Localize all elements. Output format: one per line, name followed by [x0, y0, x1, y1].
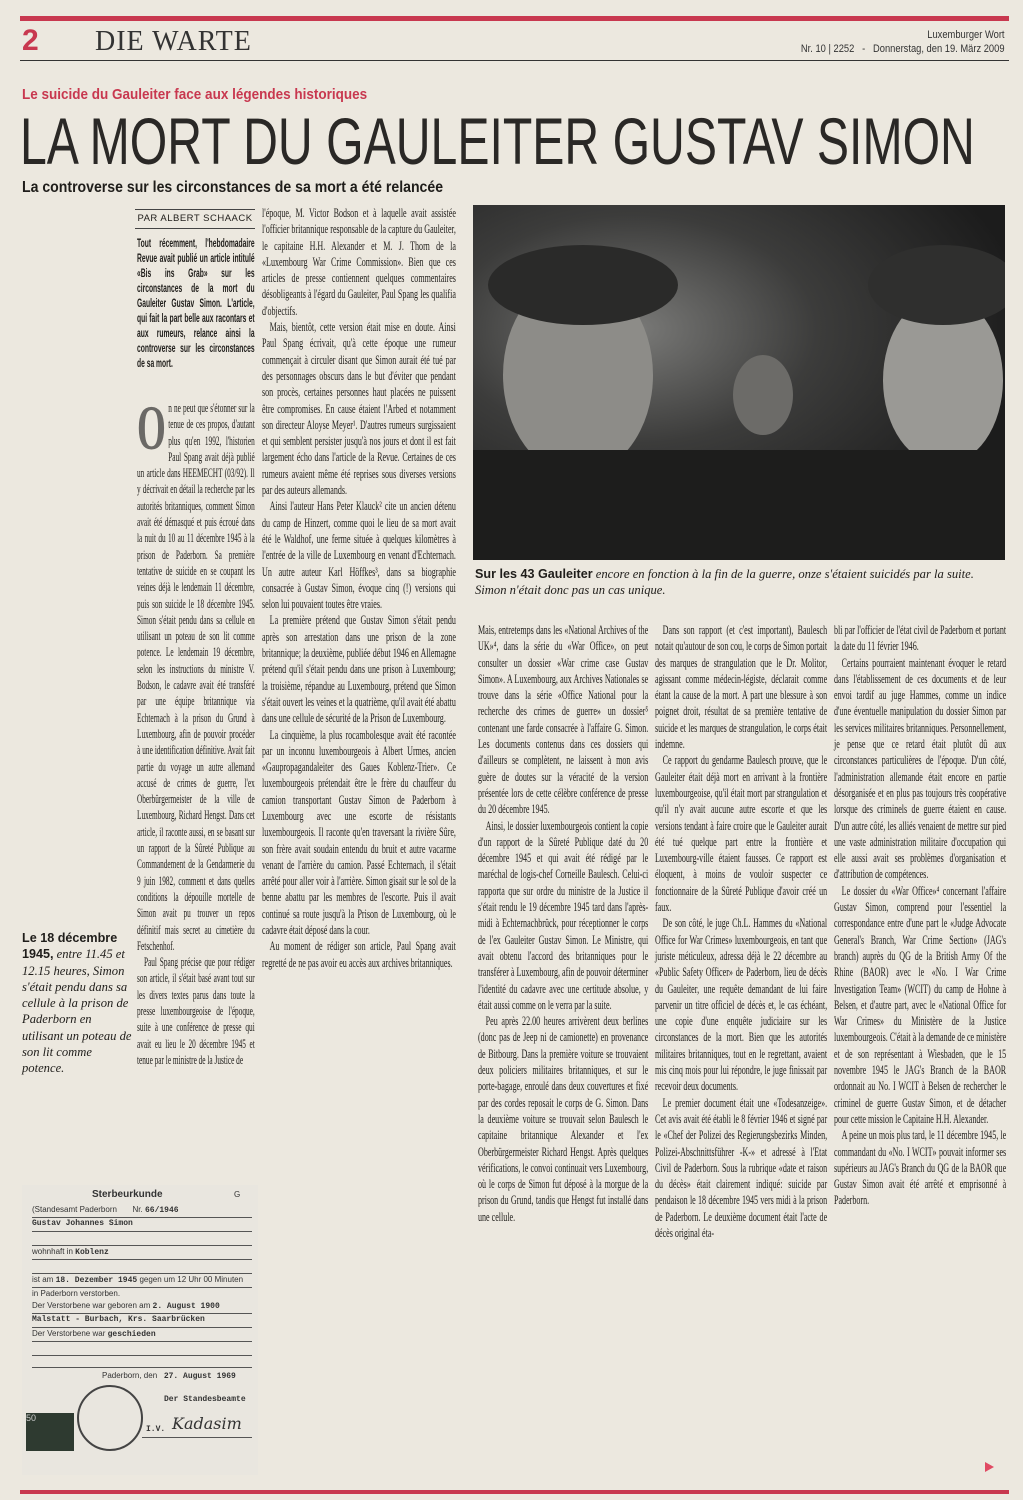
paragraph: A peine un mois plus tard, le 11 décembre 1945, le commandant du «No. I WCIT» pouvait informer ses supérieurs au JAG's Branch du QG de la BAOR que Gustav Simon avait été arrêté et emprisonné à Paderborn. [834, 1128, 1007, 1208]
death-certificate-image [22, 1185, 258, 1475]
side-caption-text: entre 11.45 et 12.15 heures, Simon s'était pendu dans sa cellule à la prison de Paderborn en utilisant un poteau de son lit comme potence. [22, 947, 132, 1076]
paragraph: Dans son rapport (et c'est important), Baulesch notait qu'autour de son cou, le corps de Simon portait des marques de strangulation que le Dr. Molitor, agissant comme médecin-légiste, déclarait comme étant la cause de la mort. A part une blessure à son poignet droit, résultat de sa première tentative de suicide et les marques de strangulation, le corps était indemne. [655, 623, 828, 752]
doc-time: gegen um 12 Uhr 00 Minuten [139, 1275, 244, 1284]
paragraph: Certains pourraient maintenant évoquer le retard dans l'établissement de ces documents et de leur envoi tardif au juge Hammes, comme un indice d'une éventuelle manipulation du dossier Simon par les services militaires britanniques. Personnellement, je pense que ce retard était plutôt dû aux circonstances particulières de l'époque. D'un côté, l'administration allemande était encore en partie désorganisée et en plus pas toujours très coopérative lorsque des criminels de guerre étaient en cause. D'un autre côté, les alliés venaient de mettre sur pied une vaste administration militaire d'occupation qui elle aussi avait ses problèmes d'organisation et d'attribution de compétences. [834, 655, 1007, 882]
revenue-stamp: 50 [26, 1413, 74, 1451]
photo-cap [868, 245, 1005, 325]
paragraph: n ne peut que s'étonner sur la tenue de ces propos, d'autant plus qu'en 1992, l'historien Paul Spang avait déjà publié un article dans HEEMECHT (03/92). Il y décrivait en détail la recherche par les autorités britanniques, comment Simon avait été démasqué et puis écroué dans la nuit du 10 au 11 décembre 1945 à la prison de Paderborn. Sa première tentative de suicide en se coupant les veines déjà le lendemain 11 décembre, puis son suicide le 18 décembre 1945. Simon s'était pendu dans sa cellule en utilisant un poteau de son lit comme potence. Le lendemain 19 décembre, selon les instructions du ministre V. Bodson, le cadavre avait été transféré par une équipe britannique via Echternach à la prison du Grund à Luxembourg, afin de pouvoir procéder à une identification définitive. Avait fait partie du voyage un autre allemand accusé de crimes de guerre, l'ex Oberbürgermeister de la ville de Luxembourg, Richard Hengst. Dans cet article, il raconte aussi, en se basant sur un rapport de la Sûreté Publique au Commandement de la Gendarmerie du 9 juin 1982, comment et dans quelles conditions la dépouille mortelle de Simon avait pu trouver un repos définitif mais secret au cimetière du Fetschenhof. [137, 401, 255, 953]
doc-iv: I.V. [146, 1425, 166, 1434]
signature: Kadasim [172, 1414, 242, 1433]
paragraph: La cinquième, la plus rocambolesque avait été racontée par un inconnu luxembourgeois à Albert Urmes, ancien «Gaupropagandaleiter des Gaues Koblenz-Trier». Ce luxembourgeois prétendait être le frère du chauffeur du camion transportant Gustav Simon de Paderborn à Luxembourg avec une escorte de résistants luxembourgeois. Il raconte qu'en traversant la rivière Sûre, son frère avait soudain entendu du bruit et autre vacarme venant de l'arrière du camion. Passé Echternach, il s'était arrêté pour aller voir à l'arrière. Simon gisait sur le sol de la benne abattu par les membres de l'escorte. Puis il avait continué sa route jusqu'à la Prison de Luxembourg, où le cadavre était déposé dans la cour. [262, 727, 456, 938]
bottom-red-rule [20, 1490, 1009, 1494]
paragraph: bli par l'officier de l'état civil de Paderborn et portant la date du 11 février 1946. [834, 623, 1007, 654]
section-title: DIE WARTE [95, 26, 252, 57]
page-number: 2 [22, 24, 39, 57]
separator: - [862, 43, 866, 55]
doc-nr: 66/1946 [144, 1206, 179, 1215]
kicker: Le suicide du Gauleiter face aux légendes historiques [22, 86, 368, 103]
header-rule [20, 60, 1009, 61]
doc-residence: Koblenz [75, 1248, 109, 1257]
end-of-article-icon [985, 1462, 994, 1472]
side-caption [22, 930, 132, 1077]
doc-title: Sterbeurkunde [92, 1189, 163, 1200]
article-column-2 [262, 205, 456, 971]
headline: LA MORT DU GAULEITER GUSTAV SIMON [20, 104, 975, 178]
issue-date: Donnerstag, den 19. März 2009 [873, 43, 1005, 55]
article-column-5 [834, 622, 1006, 1209]
paragraph: Au moment de rédiger son article, Paul Spang avait regretté de ne pas avoir eu accès aux archives britanniques. [262, 939, 456, 970]
side-caption-lead: Le 18 décembre 1945, [22, 931, 118, 962]
doc-issued: 27. August 1969 [163, 1372, 236, 1381]
paper-name: Luxemburger Wort [927, 29, 1005, 41]
paragraph: Paul Spang précise que pour rédiger son article, il s'était basé avant tout sur les divers textes parus dans toute la presse luxembourgeoise de l'époque, suite à une conférence de presse qui avait eu lieu le 20 décembre 1945 et tenue par le ministre de la Justice de [137, 955, 255, 1067]
doc-nr-label: Nr. [132, 1205, 143, 1214]
photo-caption-lead: Sur les 43 Gauleiter [475, 567, 593, 581]
doc-corner: G [234, 1190, 241, 1199]
intro-lead: Tout récemment, l'hebdomadaire Revue avait publié un article intitulé «Bis ins Grab» sur les circonstances de la mort du Gauleiter Gustav Simon. L'article, qui fait la part belle aux racontars et aux rumeurs, relance ainsi la controverse sur les circonstances de sa mort. [137, 236, 255, 370]
paragraph: La première prétend que Gustav Simon s'était pendu après son arrestation dans une prison de la zone britannique; la deuxième, publiée début 1946 en Allemagne prétend qu'il s'était pendu dans une prison à Luxembourg; la troisième, répandue au Luxembourg, prétend que Simon s'était ouvert les veines et la quatrième, qu'il avait été abattu dans une cellule de sécurité de la Prison de Luxembourg. [262, 613, 456, 726]
paragraph: Ainsi, le dossier luxembourgeois contient la copie d'un rapport de la Sûreté Publique daté du 20 décembre 1945 et qui avait été rédigé par le maréchal de logis-chef Corneille Baulesch. Celui-ci rapporta que sur ordre du ministre de la Justice il s'était rendu le 19 décembre 1945 tard dans l'après-midi à Echternachbrück, pour réceptionner le corps de l'ex Gauleiter Gustav Simon. Le Ministre, qui avait obtenu l'accord des britanniques pour le transférer à Luxembourg, afin de pouvoir déterminer l'identité du cadavre avec une certitude absolue, y était aussi comme on le verra par la suite. [478, 818, 649, 1012]
paragraph: Mais, entretemps dans les «National Archives of the UK»⁴, dans la série du «War Office», on peut consulter un dossier «War crime case Gustav Simon». A Luxembourg, aux Archives Nationales se trouve dans la série «Office National pour la recherche des crimes de guerre» un dossier⁵ contenant une farde consacrée à l'affaire G. Simon. Les documents contenus dans ces dossiers qui d'ailleurs se complètent, ne laissent à mon avis guère de doutes sur la véracité de la version présentée lors de cette célèbre conférence de presse du 20 décembre 1945. [478, 623, 649, 817]
doc-born-label: Der Verstorbene war geboren am [32, 1301, 151, 1310]
byline: PAR ALBERT SCHAACK [135, 209, 255, 229]
top-red-rule [20, 16, 1009, 21]
photo-figure [733, 355, 793, 435]
paragraph: Ce rapport du gendarme Baulesch prouve, que le Gauleiter était déjà mort en arrivant à la frontière luxembourgeoise, qu'il était mort par strangulation et qu'il n'y avait aucune autre escorte et que les versions tendant à faire croire que le Gauleiter aurait été tué quelque part entre la frontière et Luxembourg-ville étaient fausses. Ce rapport est éloquent, à moins de vouloir suspecter ce fonctionnaire de la Sûreté Publique d'avoir créé un faux. [655, 753, 828, 915]
paragraph: Mais, bientôt, cette version était mise en doute. Ainsi Paul Spang écrivait, qu'à cette époque une rumeur commençait à circuler disant que Simon aurait été tué par des personnages obscurs dans le but d'éviter que pendant son procès, certaines personnes haut placées ne puissent être compromises. En cause étaient l'Arbed et notamment son directeur Aloyse Meyer¹. D'autres rumeurs surgissaient et qui semblent persister jusqu'à nos jours et dont il est fait largement écho dans l'article de la Revue. Certaines de ces rumeurs avaient même été reprises sous diverses versions par des auteurs allemands. [262, 320, 456, 498]
paragraph: Le dossier du «War Office»⁴ concernant l'affaire Gustav Simon, comprend pour l'essentiel la correspondance entre d'une part le «Judge Advocate General's Branch, War Crime Section» (JAG's branch) auprès du QG de la British Army Of the Rhine (BAOR) avec le «No. I War Crime Investigation Team» (WCIT) du camp de Hohne à Belsen, et d'autre part, avec le «National Office for War Crimes» du Ministère de la Justice luxembourgeois. C'était à la demande de ce ministère et de son représentant à Wiesbaden, que le 15 novembre 1945 le JAG's Branch de la BAOR ordonnait au No. I WCIT à Belsen de rechercher le criminel de guerre Gustav Simon, et de détacher pour cette mission le Capitaine H.H. Alexander. [834, 883, 1007, 1126]
doc-status: geschieden [107, 1330, 156, 1339]
doc-place: in Paderborn verstorben. [32, 1289, 121, 1298]
doc-name: Gustav Johannes Simon [32, 1219, 252, 1232]
paragraph: Peu après 22.00 heures arrivèrent deux berlines (donc pas de Jeep ni de camionette) en provenance de Bitbourg. Dans la première voiture se trouvaient deux policiers militaires britanniques, et sur le porte-bagage, enroulé dans deux couvertures et fixé par des cordes reposait le corps de G. Simon. Dans la deuxième voiture se trouvait selon Baulesch le capitaine britannique Alexander et l'ex Oberbürgermeister Richard Hengst. Après quelques vérifications, le convoi continuait vers Luxembourg, où le corps de Simon fut déposé à la morgue de la prison du Grund, tandis que Hengst fut installé dans une cellule. [478, 1014, 649, 1224]
doc-status-label: Der Verstorbene war [32, 1329, 106, 1338]
photo-cap [488, 245, 678, 325]
paragraph: Ainsi l'auteur Hans Peter Klauck² cite un ancien détenu du camp de Hinzert, comme quoi le lieu de sa mort avait été le Waldhof, une ferme située à quelques kilomètres à l'entrée de la ville de Luxembourg en venant d'Echternach. Un autre auteur Karl Höffkes³, dans sa biographie consacrée à Gustav Simon, évoque cinq (!) versions qui selon lui pouvaient toutes être vraies. [262, 499, 456, 612]
doc-residence-label: wohnhaft in [32, 1247, 73, 1256]
photo-uniforms [473, 450, 1005, 560]
subheadline: La controverse sur les circonstances de sa mort a été relancée [22, 179, 444, 196]
official-seal [77, 1385, 143, 1451]
doc-died: 18. Dezember 1945 [55, 1276, 138, 1285]
doc-issued-label: Paderborn, den [102, 1371, 158, 1380]
doc-died-label: ist am [32, 1275, 54, 1284]
article-column-3 [478, 622, 648, 1225]
drop-cap: O [137, 392, 166, 463]
article-column-1 [137, 392, 255, 1068]
doc-birthplace: Malstatt - Burbach, Krs. Saarbrücken [32, 1315, 252, 1328]
paragraph: l'époque, M. Victor Bodson et à laquelle avait assistée l'officier britannique responsable de la capture du Gauleiter, le capitaine H.H. Alexander et M. J. Thorn de la «Luxembourg War Crime Commission». Bien que ces articles de presse contiennent quelques commentaires désobligeants à l'égard du Gauleiter, Paul Spang les qualifia d'objectifs. [262, 206, 456, 318]
doc-office: (Standesamt Paderborn [32, 1205, 117, 1214]
paper-info [801, 28, 1005, 56]
doc-signatory: Der Standesbeamte [164, 1395, 246, 1404]
doc-born: 2. August 1900 [152, 1302, 220, 1311]
photo-caption [475, 566, 1005, 598]
historical-photo [473, 205, 1005, 560]
issue-number: Nr. 10 | 2252 [801, 43, 855, 55]
paragraph: De son côté, le juge Ch.L. Hammes du «National Office for War Crimes» luxembourgeois, en tant que juriste méticuleux, adressa déjà le 22 décembre au «Public Safety Officer» de Paderborn, lieu de décès du Gauleiter, une requête demandant de lui faire parvenir un titre officiel de décès et, le cas échéant, une copie d'une enquête judiciaire sur les circonstances de la mort. Bien que les autorités militaires britanniques, tout en le regrettant, avaient mis cinq mois pour lui répondre, le juge finissait par recevoir deux documents. [655, 916, 828, 1094]
photo-caption-text: encore en fonction à la fin de la guerre, onze s'étaient suicidés par la suite. Simon n'était donc pas un cas unique. [475, 567, 974, 597]
article-column-4 [655, 622, 827, 1241]
paragraph: Le premier document était une «Todesanzeige». Cet avis avait été établi le 8 février 1946 et signé par le «Chef der Polizei des Regierungsbezirks Minden, Polizei-Abschnittsführer -K-» et adressé à l'Etat Civil de Paderborn. Sous la rubrique «date et raison du décès» était clairement indiqué: suicide par pendaison le 18 décembre 1945 vers midi à la prison de Paderborn. Le deuxième document était l'acte de décès original éta- [655, 1095, 828, 1240]
